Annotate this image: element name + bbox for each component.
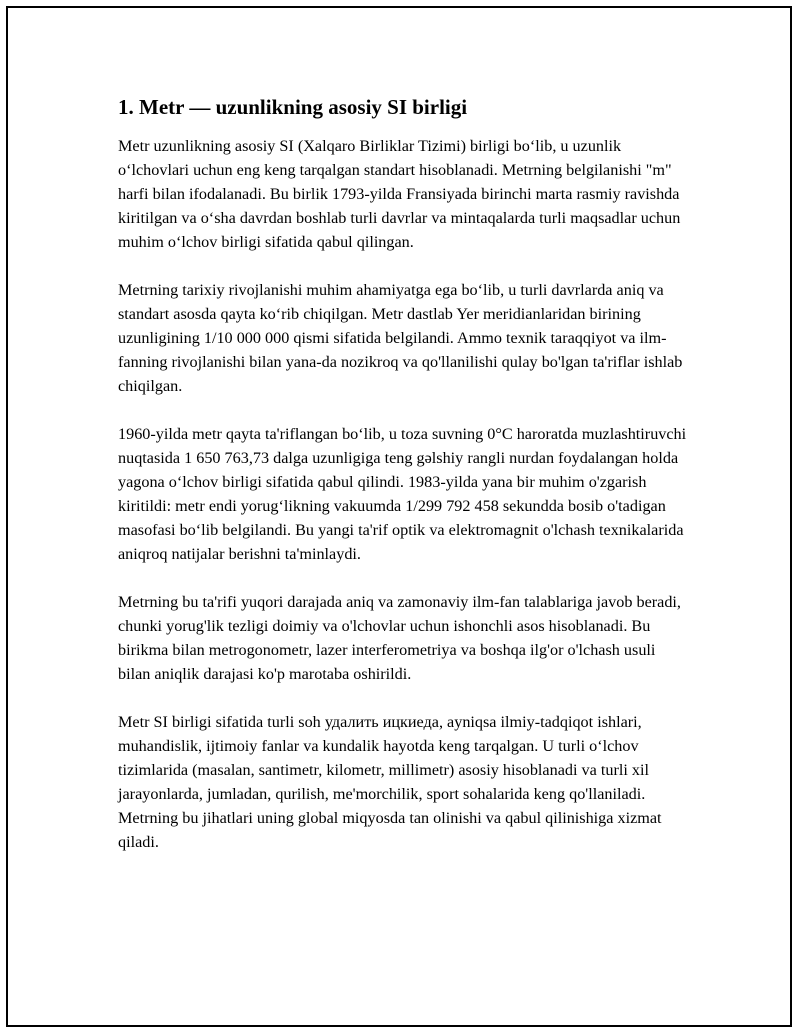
document-body xyxy=(118,94,688,878)
paragraph-4: Metrning bu ta'rifi yuqori darajada aniq va zamonaviy ilm-fan talablariga javob beradi, chunki yorug'lik tezligi doimiy va o'lchovlar uchun ishonchli asos hisoblanadi. Bu birikma bilan metrogonometr, lazer interferometriya va boshqa ilg'or o'lchash usuli bilan aniqlik darajasi ko'p marotaba oshirildi. xyxy=(118,593,681,683)
section-heading: 1. Metr — uzunlikning asosiy SI birligi xyxy=(118,95,468,119)
paragraph-5: Metr SI birligi sifatida turli soh удалить ицкиеда, ayniqsa ilmiy-tadqiqot ishlari, muhandislik, ijtimoiy fanlar va kundalik hayotda keng tarqalgan. U turli o‘lchov tizimlarida (masalan, santimetr, kilometr, millimetr) asosiy hisoblanadi va turli xil jarayonlarda, jumladan, qurilish, me'morchilik, sport sohalarida keng qo'llaniladi. Metrning bu jihatlari uning global miqyosda tan olinishi va qabul qilinishiga xizmat qiladi. xyxy=(118,713,662,851)
paragraph-1: Metr uzunlikning asosiy SI (Xalqaro Birliklar Tizimi) birligi bo‘lib, u uzunlik o‘lchovlari uchun eng keng tarqalgan standart hisoblanadi. Metrning belgilanishi "m" harfi bilan ifodalanadi. Bu birlik 1793-yilda Fransiyada birinchi marta rasmiy ravishda kiritilgan va o‘sha davrdan boshlab turli davrlar va mintaqalarda turli maqsadlar uchun muhim o‘lchov birligi sifatida qabul qilingan. xyxy=(118,137,681,251)
paragraph-2: Metrning tarixiy rivojlanishi muhim ahamiyatga ega bo‘lib, u turli davrlarda aniq va standart asosda qayta ko‘rib chiqilgan. Metr dastlab Yer meridianlaridan birining uzunligining 1/10 000 000 qismi sifatida belgilandi. Ammo texnik taraqqiyot va ilm-fanning rivojlanishi bilan yana-da nozikroq va qo'llanilishi qulay bo'lgan ta'riflar ishlab chiqilgan. xyxy=(118,281,683,395)
paragraph-3: 1960-yilda metr qayta ta'riflangan bo‘lib, u toza suvning 0°C haroratda muzlashtiruvchi nuqtasida 1 650 763,73 dalga uzunligiga teng gəlshiy rangli nurdan foydalangan holda yagona o‘lchov birligi sifatida qabul qilindi. 1983-yilda yana bir muhim o'zgarish kiritildi: metr endi yorug‘likning vakuumda 1/299 792 458 sekundda bosib o'tadigan masofasi bo‘lib belgilandi. Bu yangi ta'rif optik va elektromagnit o'lchash texnikalarida aniqroq natijalar berishni ta'minlaydi. xyxy=(118,425,687,563)
